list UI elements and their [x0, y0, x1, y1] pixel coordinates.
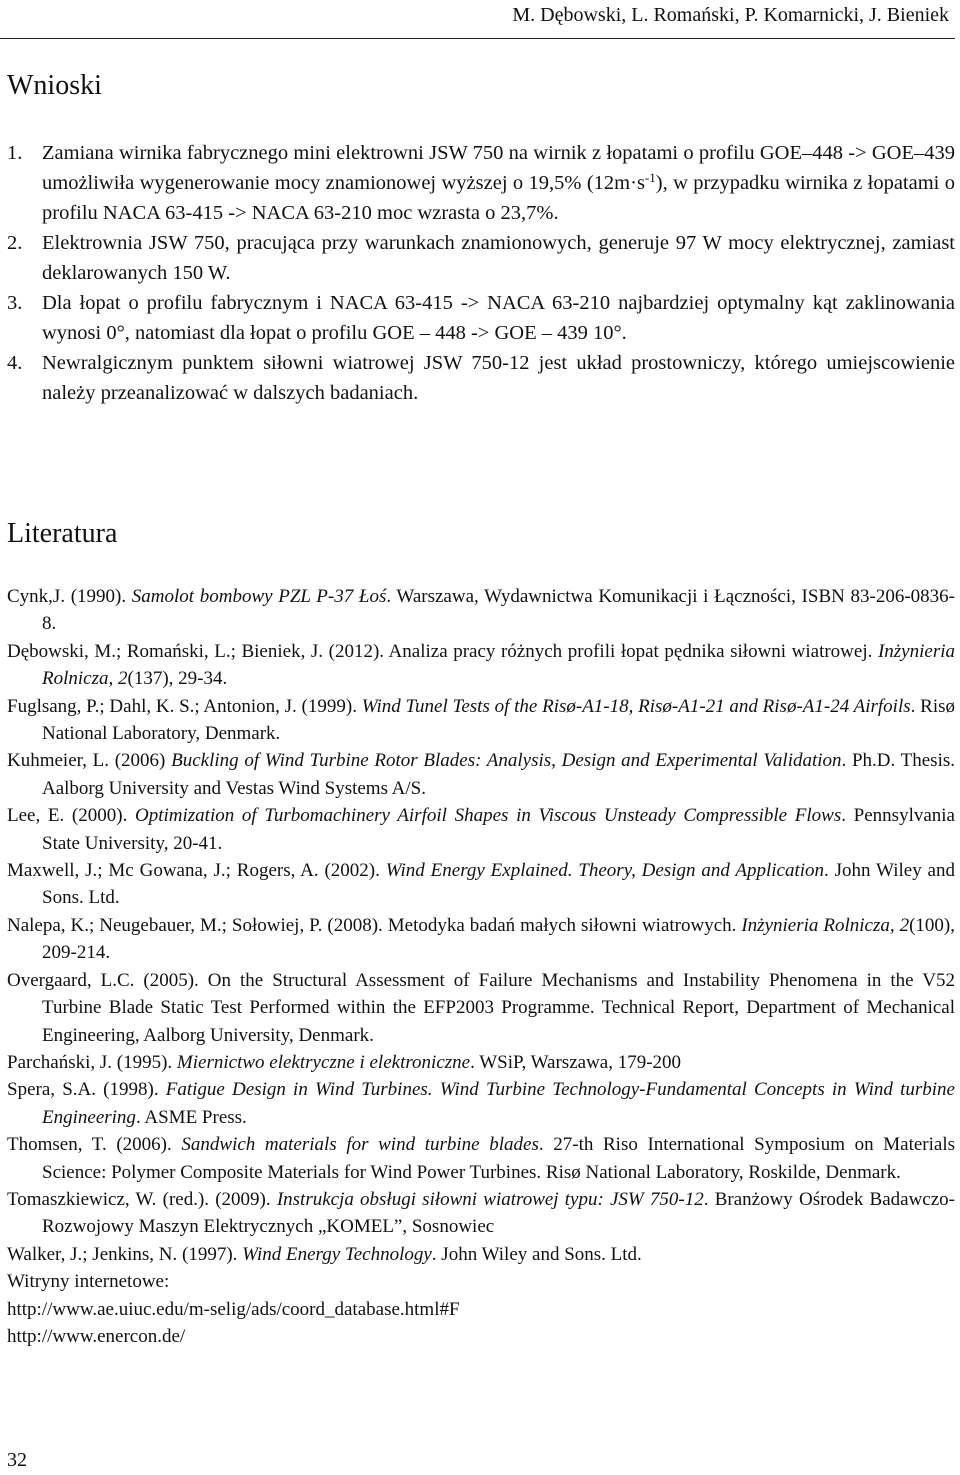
reference-item [7, 967, 955, 1049]
reference-item [7, 1076, 955, 1131]
reference-item [7, 1241, 955, 1268]
reference-details: (100), 209-214. [42, 914, 955, 964]
reference-authors: Overgaard, L.C. (2005). On the Structural Assessment of Failure Mechanisms and Instability Phenomena in the V52 Turbine Blade Static Test Performed within the EFP2003 Programme. Technical Report, Department of Mechanical Engineering, Aalborg University, Denmark. [7, 969, 955, 1046]
websites-label: Witryny internetowe: [7, 1271, 170, 1293]
conclusion-item [7, 138, 955, 228]
reference-title: Wind Energy Technology [242, 1243, 432, 1265]
literature-heading: Literatura [7, 518, 118, 549]
reference-title: Wind Energy Explained. Theory, Design and Application [385, 860, 825, 882]
reference-authors: Fuglsang, P.; Dahl, K. S.; Antonion, J. (1999). [7, 695, 362, 717]
reference-item [7, 802, 955, 857]
reference-authors: Parchański, J. (1995). [7, 1051, 177, 1073]
conclusion-number: 1. [7, 142, 23, 164]
reference-title: Miernictwo elektryczne i elektroniczne [176, 1051, 471, 1073]
reference-details: . Warszawa, Wydawnictwa Komunikacji i Łączności, ISBN 83-206-0836-8. [42, 586, 955, 635]
reference-authors: Cynk,J. (1990). [7, 586, 132, 607]
reference-item [7, 1049, 955, 1076]
reference-title: Wind Tunel Tests of the Risø-A1-18, Risø-A1-21 and Risø-A1-24 Airfoils [361, 695, 911, 717]
reference-title: Buckling of Wind Turbine Rotor Blades: Analysis, Design and Experimental Validation [171, 750, 842, 772]
reference-details: . Pennsylvania State University, 20-41. [42, 805, 955, 854]
reference-title: Inżynieria Rolnicza, 2 [42, 640, 955, 690]
conclusion-item [7, 288, 955, 348]
page-number: 32 [7, 1449, 27, 1471]
reference-details: . Ph.D. Thesis. Aalborg University and Vestas Wind Systems A/S. [42, 750, 955, 799]
reference-authors: Maxwell, J.; Mc Gowana, J.; Rogers, A. (2002). [7, 860, 386, 882]
header-authors: M. Dębowski, L. Romański, P. Komarnicki, J. Bieniek [512, 4, 949, 26]
conclusion-superscript: -1 [644, 170, 656, 185]
conclusion-item [7, 348, 955, 408]
conclusion-number: 4. [7, 352, 23, 374]
reference-title: Sandwich materials for wind turbine blades [181, 1134, 539, 1156]
reference-item [7, 583, 955, 638]
reference-item [7, 638, 955, 693]
reference-title: Optimization of Turbomachinery Airfoil Shapes in Viscous Unsteady Compressible Flows [135, 805, 842, 827]
conclusion-number: 3. [7, 292, 23, 314]
reference-details: . John Wiley and Sons. Ltd. [42, 860, 955, 909]
reference-details: . Branżowy Ośrodek Badawczo-Rozwojowy Maszyn Elektrycznych „KOMEL”, Sosnowiec [42, 1188, 955, 1238]
reference-item [7, 1186, 955, 1241]
reference-details: . ASME Press. [135, 1106, 247, 1128]
reference-item [7, 857, 955, 912]
reference-details: . Risø National Laboratory, Denmark. [42, 695, 955, 745]
reference-authors: Walker, J.; Jenkins, N. (1997). [7, 1243, 243, 1265]
reference-authors: Kuhmeier, L. (2006) [7, 750, 172, 772]
reference-list [7, 583, 955, 1350]
reference-authors: Spera, S.A. (1998). [7, 1079, 166, 1101]
website-url[interactable]: http://www.enercon.de/ [7, 1325, 186, 1347]
reference-title: Fatigue Design in Wind Turbines. Wind Turbine Technology-Fundamental Concepts in Wind turbine Engineering [42, 1079, 955, 1128]
conclusions-list [7, 138, 955, 408]
reference-authors: Dębowski, M.; Romański, L.; Bieniek, J. (2012). Analiza pracy różnych profili łopat pędnika siłowni wiatrowej. [7, 640, 878, 662]
conclusion-text: Elektrownia JSW 750, pracująca przy warunkach znamionowych, generuje 97 W mocy elektrycznej, zamiast deklarowanych 150 W. [42, 232, 955, 284]
reference-title: Inżynieria Rolnicza, 2 [741, 914, 910, 936]
conclusion-number: 2. [7, 232, 23, 254]
conclusion-text: ), w przypadku wirnika z łopatami o profilu NACA 63-415 -> NACA 63-210 moc wzrasta o 23,7%. [42, 172, 955, 224]
reference-item [7, 747, 955, 802]
conclusion-item [7, 228, 955, 288]
reference-title: Samolot bombowy PZL P-37 Łoś [131, 586, 387, 607]
reference-details: (137), 29-34. [127, 668, 228, 690]
conclusion-text: Newralgicznym punktem siłowni wiatrowej JSW 750-12 jest układ prostowniczy, którego umiejscowienie należy przeanalizować w dalszych badaniach. [42, 352, 955, 404]
reference-details: . WSiP, Warszawa, 179-200 [470, 1051, 682, 1073]
reference-details: . 27-th Riso International Symposium on Materials Science: Polymer Composite Materials for Wind Power Turbines. Risø National Laboratory, Roskilde, Denmark. [42, 1134, 956, 1183]
reference-authors: Nalepa, K.; Neugebauer, M.; Sołowiej, P. (2008). Metodyka badań małych siłowni wiatrowych. [7, 914, 742, 936]
reference-item [7, 912, 955, 967]
running-header [0, 0, 955, 39]
reference-item [7, 693, 955, 748]
conclusion-text: Dla łopat o profilu fabrycznym i NACA 63-415 -> NACA 63-210 najbardziej optymalny kąt zaklinowania wynosi 0°, natomiast dla łopat o profilu GOE – 448 -> GOE – 439 10°. [42, 292, 955, 344]
reference-authors: Thomsen, T. (2006). [7, 1134, 182, 1156]
reference-details: . John Wiley and Sons. Ltd. [431, 1243, 642, 1265]
conclusion-text: Zamiana wirnika fabrycznego mini elektrowni JSW 750 na wirnik z łopatami o profilu GOE–448 -> GOE–439 umożliwiła wygenerowanie mocy znamionowej wyższej o 19,5% (12m·s [42, 142, 955, 194]
reference-item [7, 1131, 955, 1186]
reference-authors: Lee, E. (2000). [7, 805, 135, 827]
reference-authors: Tomaszkiewicz, W. (red.). (2009). [7, 1188, 277, 1210]
website-url[interactable]: http://www.ae.uiuc.edu/m-selig/ads/coord_database.html#F [7, 1298, 460, 1320]
conclusions-heading: Wnioski [7, 70, 102, 101]
reference-title: Instrukcja obsługi siłowni wiatrowej typu: JSW 750-12 [276, 1188, 704, 1210]
